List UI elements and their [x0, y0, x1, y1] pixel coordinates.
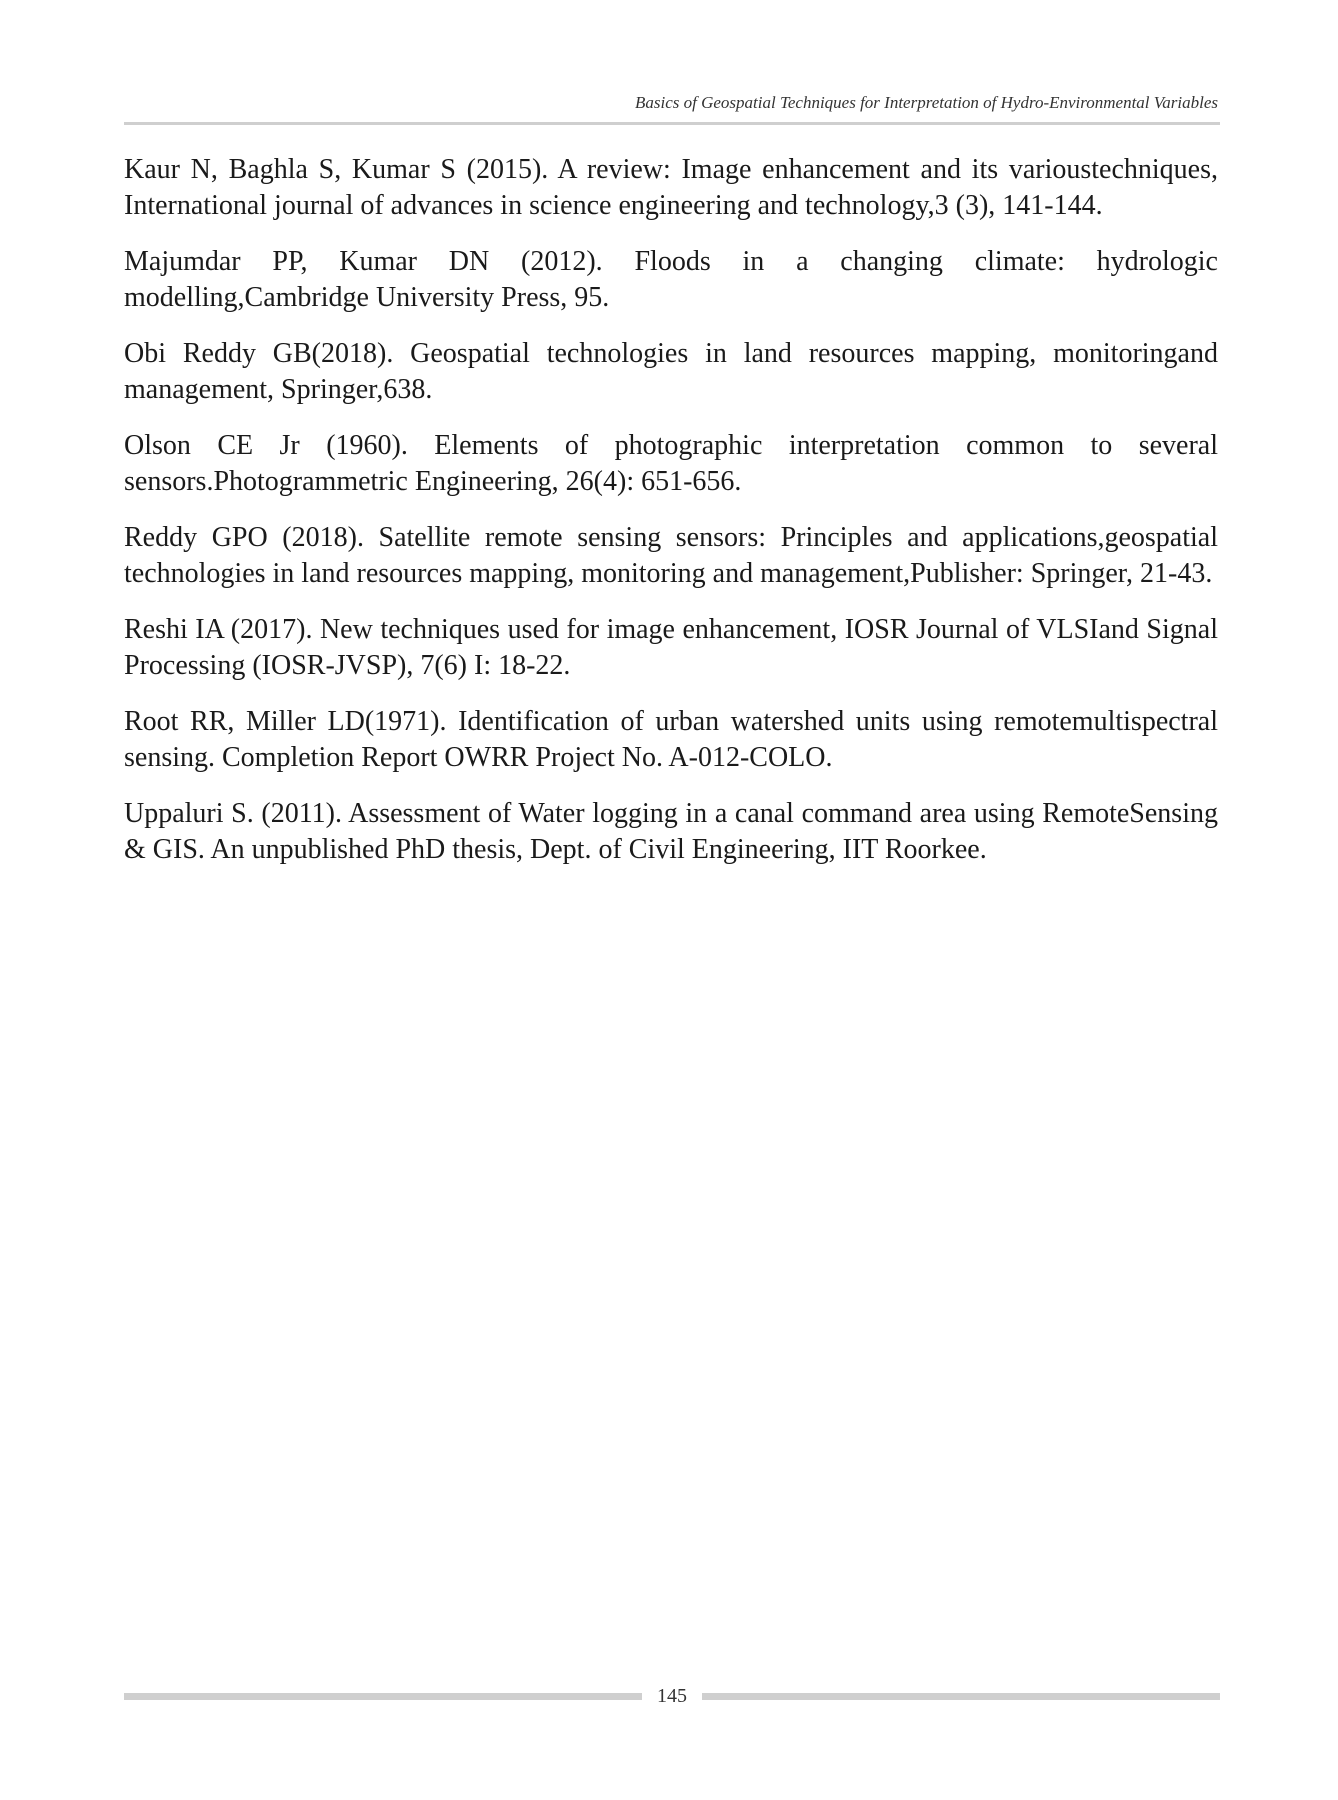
page-footer — [124, 1684, 1220, 1708]
reference-entry-kaur: Kaur N, Baghla S, Kumar S (2015). A review: Image enhancement and its varioustechniques, International journal of advances in science engineering and technology,3 (3), 141-144. — [124, 154, 1218, 221]
reference-entry-root: Root RR, Miller LD(1971). Identification of urban watershed units using remotemultispectral sensing. Completion Report OWRR Project No. A-012-COLO. — [124, 706, 1218, 773]
reference-entry-majumdar: Majumdar PP, Kumar DN (2012). Floods in a changing climate: hydrologic modelling,Cambridge University Press, 95. — [124, 246, 1218, 313]
footer-rule-left — [124, 1693, 642, 1700]
reference-entry-reddy: Reddy GPO (2018). Satellite remote sensing sensors: Principles and applications,geospatial technologies in land resources mapping, monitoring and management,Publisher: Springer, 21-43. — [124, 522, 1218, 589]
reference-entry-olson: Olson CE Jr (1960). Elements of photographic interpretation common to several sensors.Photogrammetric Engineering, 26(4): 651-656. — [124, 430, 1218, 497]
footer-rule-right — [702, 1693, 1220, 1700]
reference-entry-reshi: Reshi IA (2017). New techniques used for image enhancement, IOSR Journal of VLSIand Signal Processing (IOSR-JVSP), 7(6) I: 18-22. — [124, 614, 1218, 681]
reference-entry-uppaluri: Uppaluri S. (2011). Assessment of Water logging in a canal command area using RemoteSensing & GIS. An unpublished PhD thesis, Dept. of Civil Engineering, IIT Roorkee. — [124, 798, 1218, 865]
header-rule — [124, 122, 1220, 125]
page-number: 145 — [657, 1685, 687, 1707]
reference-entry-obi-reddy: Obi Reddy GB(2018). Geospatial technologies in land resources mapping, monitoringand management, Springer,638. — [124, 338, 1218, 405]
running-header: Basics of Geospatial Techniques for Interpretation of Hydro-Environmental Variables — [635, 93, 1218, 112]
reference-list — [124, 152, 1218, 888]
